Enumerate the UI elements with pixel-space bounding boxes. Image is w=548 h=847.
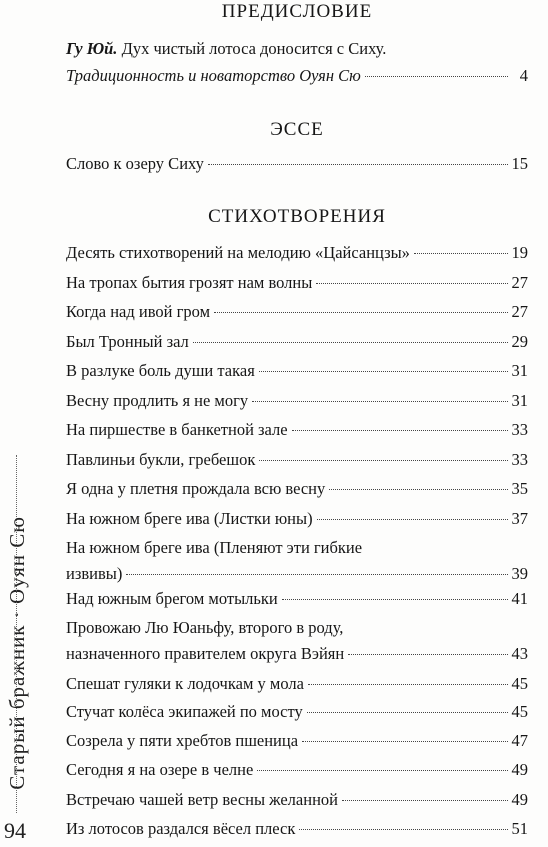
page-ref: 37 <box>511 509 528 528</box>
leader-dots <box>308 684 508 685</box>
toc-entry-poem[interactable] <box>66 617 528 670</box>
toc-entry-poem[interactable] <box>66 701 528 728</box>
page-ref: 49 <box>511 790 528 809</box>
entry-title: Когда над ивой гром <box>66 302 211 321</box>
entry-title: Был Тронный зал <box>66 332 189 351</box>
running-book-title <box>6 30 28 790</box>
entry-title: Созрела у пяти хребтов пшеница <box>66 731 299 750</box>
toc-entry-poem[interactable] <box>66 478 528 505</box>
toc-entry-poem[interactable] <box>66 789 528 816</box>
toc-entry-poem[interactable] <box>66 449 528 476</box>
entry-title-line1: На южном бреге ива (Пленяют эти гибкие <box>66 538 363 557</box>
page-ref: 31 <box>511 391 528 410</box>
entry-title: извивы) <box>66 564 123 583</box>
toc-entry-poem[interactable] <box>66 301 528 328</box>
entry-title: Спешат гуляки к лодочкам у мола <box>66 674 304 693</box>
entry-title: Из лотосов раздался вёсел плеск <box>66 819 296 838</box>
entry-title: Стучат колёса экипажей по мосту <box>66 702 303 721</box>
book-title-text: Старый бражник · Оуян Сю <box>4 516 29 790</box>
leader-dots <box>126 574 507 575</box>
toc-entry-poem[interactable] <box>66 588 528 615</box>
toc-entry-poem[interactable] <box>66 360 528 387</box>
leader-dots <box>292 430 508 431</box>
page-ref: 27 <box>511 302 528 321</box>
leader-dots <box>414 253 508 254</box>
toc-entry-poem[interactable] <box>66 730 528 757</box>
leader-dots <box>259 371 508 372</box>
page-ref: 15 <box>511 154 528 173</box>
heading-preface: ПРЕДИСЛОВИЕ <box>221 1 373 22</box>
preface-author: Гу Юй. <box>66 39 118 58</box>
toc-entry-essay[interactable] <box>66 153 528 180</box>
side-dotted-rule <box>16 455 17 813</box>
leader-dots <box>365 76 508 77</box>
toc-entry-poem[interactable] <box>66 272 528 299</box>
page-ref: 47 <box>511 731 528 750</box>
leader-dots <box>214 312 507 313</box>
toc-entry-poem[interactable] <box>66 242 528 269</box>
page-ref: 45 <box>511 702 528 721</box>
leader-dots <box>208 164 508 165</box>
leader-dots <box>348 654 507 655</box>
toc-entry-poem[interactable] <box>66 673 528 700</box>
toc-entry-poem[interactable] <box>66 419 528 446</box>
entry-title: Десять стихотворений на мелодию «Цайсанцзы» <box>66 243 410 262</box>
entry-title: Весну продлить я не могу <box>66 391 249 410</box>
leader-dots <box>299 829 507 830</box>
page-ref: 33 <box>511 420 528 439</box>
page-ref: 49 <box>511 760 528 779</box>
page-ref: 4 <box>519 66 528 85</box>
toc-entry-poem[interactable] <box>66 759 528 786</box>
heading-essay: ЭССЕ <box>270 119 324 140</box>
leader-dots <box>317 519 508 520</box>
entry-title: Над южным брегом мотыльки <box>66 589 278 608</box>
entry-title-line1: Провожаю Лю Юаньфу, второго в роду, <box>66 618 344 637</box>
page-ref: 41 <box>511 589 528 608</box>
entry-title: Я одна у плетня прождала всю весну <box>66 479 326 498</box>
toc-entry-poem[interactable] <box>66 537 528 590</box>
leader-dots <box>316 283 507 284</box>
leader-dots <box>342 800 508 801</box>
page-ref: 43 <box>511 644 528 663</box>
leader-dots <box>307 712 508 713</box>
page-ref: 35 <box>511 479 528 498</box>
preface-subtitle: Традиционность и новаторство Оуян Сю <box>66 66 361 85</box>
entry-title: назначенного правителем округа Вэйян <box>66 644 345 663</box>
leader-dots <box>259 460 507 461</box>
page-ref: 45 <box>511 674 528 693</box>
entry-title: В разлуке боль души такая <box>66 361 255 380</box>
page-number: 94 <box>4 818 26 843</box>
leader-dots <box>302 741 507 742</box>
entry-title: На пиршестве в банкетной зале <box>66 420 288 439</box>
page-ref: 19 <box>511 243 528 262</box>
heading-poems: СТИХОТВОРЕНИЯ <box>208 206 386 227</box>
entry-title: Сегодня я на озере в челне <box>66 760 254 779</box>
page-ref: 39 <box>511 564 528 583</box>
leader-dots <box>193 342 508 343</box>
leader-dots <box>257 770 507 771</box>
toc-entry-preface[interactable] <box>66 38 528 92</box>
leader-dots <box>282 599 508 600</box>
toc-entry-poem[interactable] <box>66 390 528 417</box>
page-ref: 51 <box>511 819 528 838</box>
page-ref: 31 <box>511 361 528 380</box>
entry-title: Слово к озеру Сиху <box>66 154 204 173</box>
page-ref: 27 <box>511 273 528 292</box>
page-ref: 29 <box>511 332 528 351</box>
toc-entry-poem[interactable] <box>66 331 528 358</box>
entry-title: На тропах бытия грозят нам волны <box>66 273 313 292</box>
toc-entry-poem[interactable] <box>66 818 528 845</box>
leader-dots <box>252 401 507 402</box>
entry-title: Павлиньи букли, гребешок <box>66 450 256 469</box>
toc-entry-poem[interactable] <box>66 508 528 535</box>
entry-title: Встречаю чашей ветр весны желанной <box>66 790 338 809</box>
page-ref: 33 <box>511 450 528 469</box>
preface-title: Дух чистый лотоса доносится с Сиху. <box>117 39 387 58</box>
entry-title: На южном бреге ива (Листки юны) <box>66 509 313 528</box>
leader-dots <box>329 489 507 490</box>
